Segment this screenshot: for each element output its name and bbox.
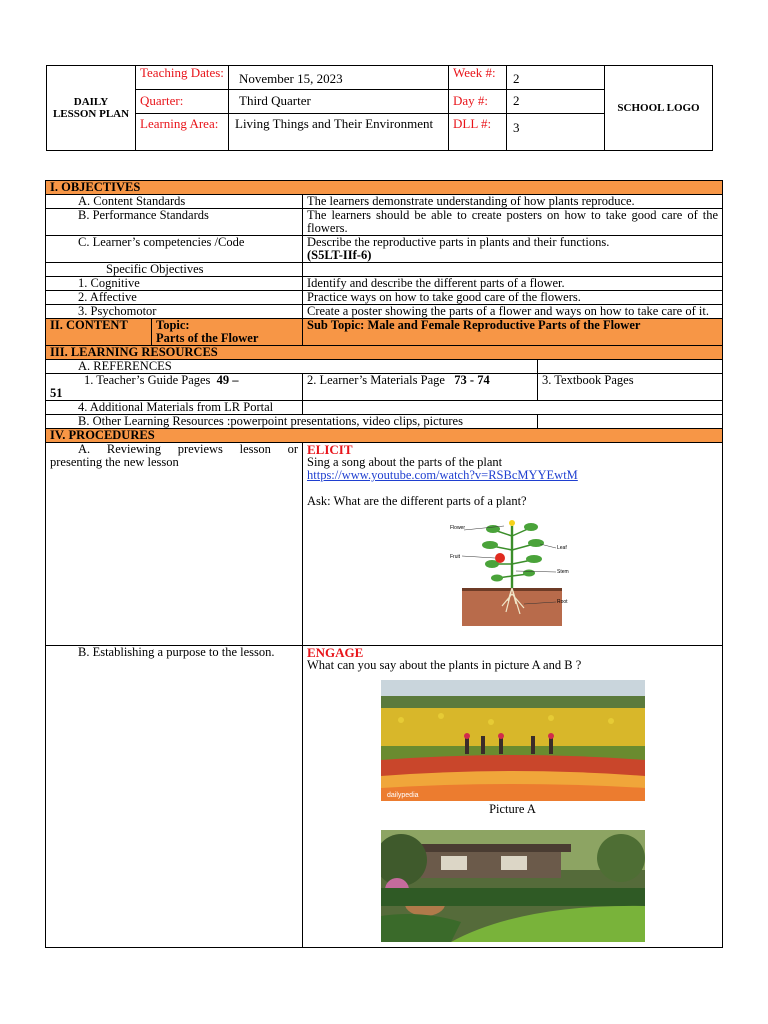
competencies-text: Describe the reproductive parts in plants and their functions. [307, 235, 610, 249]
engage-text: What can you say about the plants in picture A and B ? [307, 658, 582, 672]
fruit-icon [495, 553, 505, 563]
leaf-label: Leaf [556, 545, 567, 551]
cognitive-text: Identify and describe the different parts of a flower. [303, 277, 723, 291]
flower-label: Flower [449, 525, 465, 531]
content-standards-label: A. Content Standards [46, 195, 303, 209]
topic-text: Parts of the Flower [156, 331, 259, 345]
engage-heading: ENGAGE [307, 645, 364, 660]
engage-cell [303, 646, 723, 948]
psychomotor-label: 3. Psychomotor [46, 305, 303, 319]
references-label: A. REFERENCES [46, 360, 538, 374]
school-logo: SCHOOL LOGO [605, 66, 713, 151]
ask-question: Ask: What are the different parts of a plant? [307, 494, 527, 508]
quarter-label: Quarter: [136, 90, 229, 114]
procedures-heading: IV. PROCEDURES [46, 429, 723, 443]
affective-text: Practice ways on how to take good care of the flowers. [303, 291, 723, 305]
elicit-text: Sing a song about the parts of the plant [307, 455, 503, 469]
week-label: Week #: [449, 66, 507, 90]
competencies-cell [303, 236, 723, 263]
stem-label: Stem [556, 569, 569, 575]
learners-materials-label: 2. Learner’s Materials Page [307, 373, 445, 387]
content-standards-text: The learners demonstrate understanding of how plants reproduce. [303, 195, 723, 209]
other-learning-resources: B. Other Learning Resources :powerpoint presentations, video clips, pictures [46, 415, 538, 429]
plant-parts-diagram [448, 516, 578, 626]
picture-b-image [381, 830, 645, 942]
competency-code: (S5LT-IIf-6) [307, 248, 372, 262]
youtube-link[interactable]: https://www.youtube.com/watch?v=RSBcMYYEwtM [307, 468, 578, 482]
daily-lesson-plan-title: DAILY LESSON PLAN [47, 66, 136, 151]
procedure-b-label: B. Establishing a purpose to the lesson. [46, 646, 303, 948]
specific-objectives-label: Specific Objectives [46, 263, 303, 277]
textbook-pages: 3. Textbook Pages [538, 374, 723, 401]
topic-label: Topic: [156, 318, 190, 332]
dailypedia-watermark: dailypedia [386, 792, 419, 799]
teachers-guide-cell [46, 374, 303, 401]
subtopic-text: Sub Topic: Male and Female Reproductive Parts of the Flower [303, 319, 723, 346]
dll-label: DLL #: [449, 114, 507, 151]
soil-icon [462, 588, 562, 626]
week-value: 2 [507, 66, 605, 90]
performance-standards-text: The learners should be able to create posters on how to take good care of the flowers. [303, 209, 723, 236]
picture-a-image [381, 680, 645, 801]
procedure-a-label: A. Reviewing previews lesson or presenting the new lesson [46, 443, 303, 646]
content-heading: II. CONTENT [46, 319, 152, 346]
other-resources-empty [538, 415, 723, 429]
dll-value: 3 [507, 114, 605, 151]
topic-cell [152, 319, 303, 346]
fruit-label: Fruit [449, 554, 460, 560]
cognitive-label: 1. Cognitive [46, 277, 303, 291]
references-empty [538, 360, 723, 374]
additional-materials-empty [303, 401, 723, 415]
learners-materials-cell [303, 374, 538, 401]
competencies-label: C. Learner’s competencies /Code [46, 236, 303, 263]
flower-icon [509, 520, 515, 526]
learning-area-label: Learning Area: [136, 114, 229, 151]
teachers-guide-pages-end: 51 [50, 386, 63, 400]
elicit-cell [303, 443, 723, 646]
teachers-guide-label: 1. Teacher’s Guide Pages [84, 373, 211, 387]
quarter-value: Third Quarter [229, 90, 449, 114]
main-table [45, 180, 723, 948]
header-table [46, 65, 713, 151]
teaching-dates-value: November 15, 2023 [229, 66, 449, 90]
learning-area-value: Living Things and Their Environment [229, 114, 449, 151]
learners-materials-pages: 73 - 74 [454, 373, 490, 387]
psychomotor-text: Create a poster showing the parts of a flower and ways on how to take care of it. [303, 305, 723, 319]
elicit-heading: ELICIT [307, 442, 353, 457]
day-value: 2 [507, 90, 605, 114]
objectives-heading: I. OBJECTIVES [46, 181, 723, 195]
performance-standards-label: B. Performance Standards [46, 209, 303, 236]
leaf-icon [486, 525, 500, 533]
additional-materials: 4. Additional Materials from LR Portal [46, 401, 303, 415]
teachers-guide-pages: 49 – [216, 373, 239, 387]
affective-label: 2. Affective [46, 291, 303, 305]
learning-resources-heading: III. LEARNING RESOURCES [46, 346, 723, 360]
teaching-dates-label: Teaching Dates: [136, 66, 229, 90]
day-label: Day #: [449, 90, 507, 114]
specific-objectives-empty [303, 263, 723, 277]
picture-a-caption: Picture A [489, 802, 536, 816]
root-label: Root [556, 599, 568, 605]
